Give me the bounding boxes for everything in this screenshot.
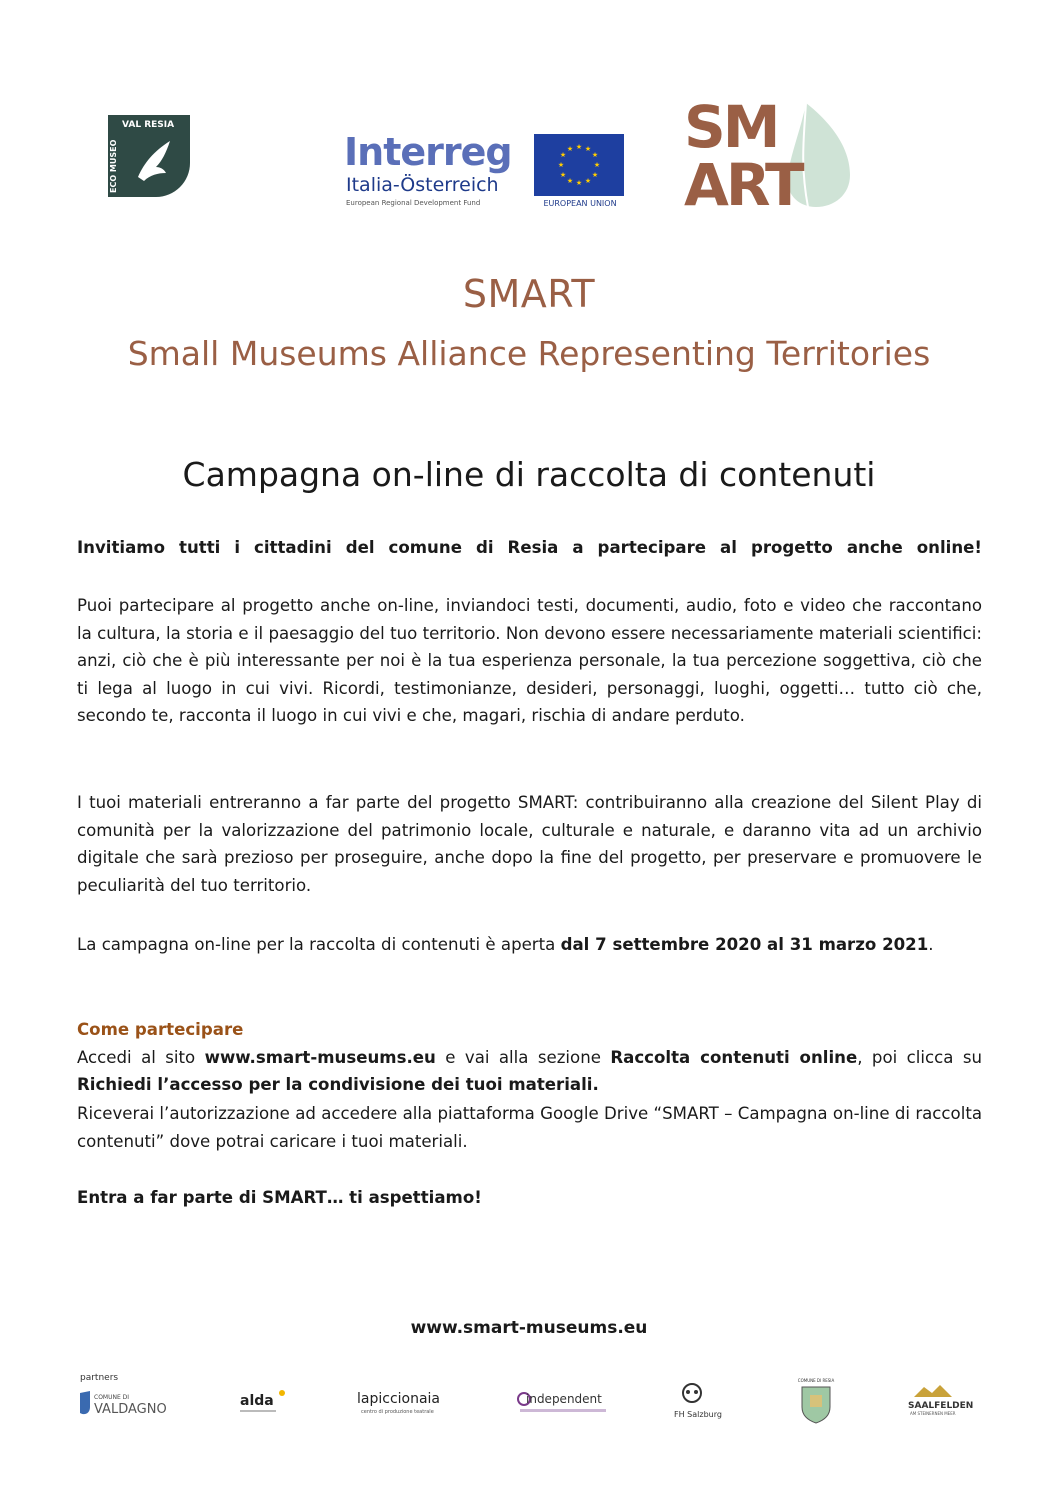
partner-fh-salzburg-logo (672, 1380, 724, 1422)
how-to-heading: Come partecipare (77, 1020, 244, 1039)
interreg-logo (344, 132, 628, 212)
resia-text: COMUNE DI RESIA (797, 1378, 835, 1383)
svg-text:★: ★ (593, 161, 601, 169)
lapiccionaia-sub-text: centro di produzione teatrale (361, 1409, 434, 1415)
paragraph-materials: I tuoi materiali entreranno a far parte del progetto SMART: contribuiranno alla creazione del Silent Play di comunità per la valorizzazione del patrimonio locale, culturale e naturale, e daranno vita ad un archivio digitale che sarà prezioso per proseguire, anche dopo la fine del progetto, per preservare e promuovere le peculiarità del tuo territorio. (77, 793, 982, 895)
valdagno-text: VALDAGNO (94, 1402, 167, 1417)
ecomuseo-logo-side-text: ECO MUSEO (109, 139, 118, 193)
smart-logo-line2: ART (684, 151, 802, 210)
interreg-wordmark: Interreg (344, 130, 512, 174)
svg-text:★: ★ (591, 151, 599, 159)
independent-text: independent (526, 1392, 602, 1406)
lead-paragraph: Invitiamo tutti i cittadini del comune di Resia a partecipare al progetto anche online! (77, 538, 982, 557)
eu-flag-icon (534, 134, 624, 196)
project-title: SMART (462, 272, 596, 316)
paragraph-participation: Puoi partecipare al progetto anche on-line, inviandoci testi, documenti, audio, foto e video che raccontano la cultura, la storia e il paesaggio del tuo territorio. Non devono essere necessariamente materiali scientifici: anzi, ciò che è più interessante per noi è la tua esperienza personale, la tua percezione soggettiva, ciò che ti lega al luogo in cui vivi. Ricordi, testimonianze, desideri, personaggi, luoghi, oggetti… tutto ciò che, secondo te, racconta il luogo in cui vivi e che, magari, rischia di andare perduto. (77, 596, 982, 725)
project-full-name: Small Museums Alliance Representing Territories (127, 334, 931, 373)
partner-lapiccionaia-logo (355, 1380, 453, 1422)
dates-intro-text: La campagna on-line per la raccolta di contenuti è aperta (77, 935, 561, 954)
svg-text:★: ★ (566, 177, 574, 185)
alda-text: alda (240, 1393, 274, 1409)
partner-independent-logo (516, 1380, 612, 1422)
svg-text:★: ★ (575, 179, 583, 187)
how-to-section (77, 1016, 982, 1099)
eu-label: EUROPEAN UNION (543, 199, 617, 208)
section-name: Raccolta contenuti online (610, 1047, 858, 1067)
partners-label: partners (80, 1373, 119, 1383)
howto-text-1: Accedi al sito (77, 1047, 205, 1067)
footer-website-link[interactable]: www.smart-museums.eu (410, 1318, 648, 1338)
closing-line: Entra a far parte di SMART… ti aspettiamo! (77, 1188, 482, 1207)
paragraph-authorization: Riceverai l’autorizzazione ad accedere alla piattaforma Google Drive “SMART – Campagna on-line di raccolta contenuti” dove potrai caricare i tuoi materiali. (77, 1104, 982, 1151)
svg-text:★: ★ (559, 171, 567, 179)
svg-text:★: ★ (566, 145, 574, 153)
partner-alda-logo (238, 1380, 288, 1422)
partner-saalfelden-logo (906, 1380, 980, 1422)
svg-text:★: ★ (591, 171, 599, 179)
svg-text:★: ★ (584, 177, 592, 185)
interreg-fund-label: European Regional Development Fund (346, 199, 481, 207)
paragraph-dates (77, 931, 982, 959)
partner-comune-resia-logo (796, 1380, 836, 1422)
smart-logo-line1: SM (684, 95, 778, 161)
site-link[interactable]: www.smart-museums.eu (204, 1047, 436, 1067)
ecomuseo-val-resia-logo (108, 115, 190, 197)
request-access-text: Richiedi l’accesso per la condivisione dei tuoi materiali. (77, 1075, 599, 1094)
svg-text:★: ★ (557, 161, 565, 169)
svg-text:★: ★ (575, 143, 583, 151)
partner-valdagno-logo (78, 1380, 180, 1422)
dates-end-text: . (928, 935, 934, 954)
svg-text:★: ★ (559, 151, 567, 159)
fh-salzburg-text: FH Salzburg (674, 1410, 722, 1419)
campaign-dates: dal 7 settembre 2020 al 31 marzo 2021 (560, 935, 929, 954)
saalfelden-text: SAALFELDEN (908, 1401, 974, 1411)
saalfelden-sub-text: AM STEINERNEN MEER (910, 1411, 956, 1416)
lapiccionaia-text: lapiccionaia (357, 1391, 441, 1407)
interreg-subtitle: Italia-Österreich (346, 174, 499, 196)
svg-text:★: ★ (584, 145, 592, 153)
smart-logo (684, 95, 850, 210)
howto-text-2: e vai alla sezione (435, 1047, 611, 1067)
ecomuseo-logo-text: VAL RESIA (122, 120, 175, 130)
howto-text-3: , poi clicca su (857, 1047, 982, 1067)
valdagno-small-text: COMUNE DI (94, 1394, 130, 1401)
campaign-title: Campagna on-line di raccolta di contenuti (182, 455, 876, 494)
